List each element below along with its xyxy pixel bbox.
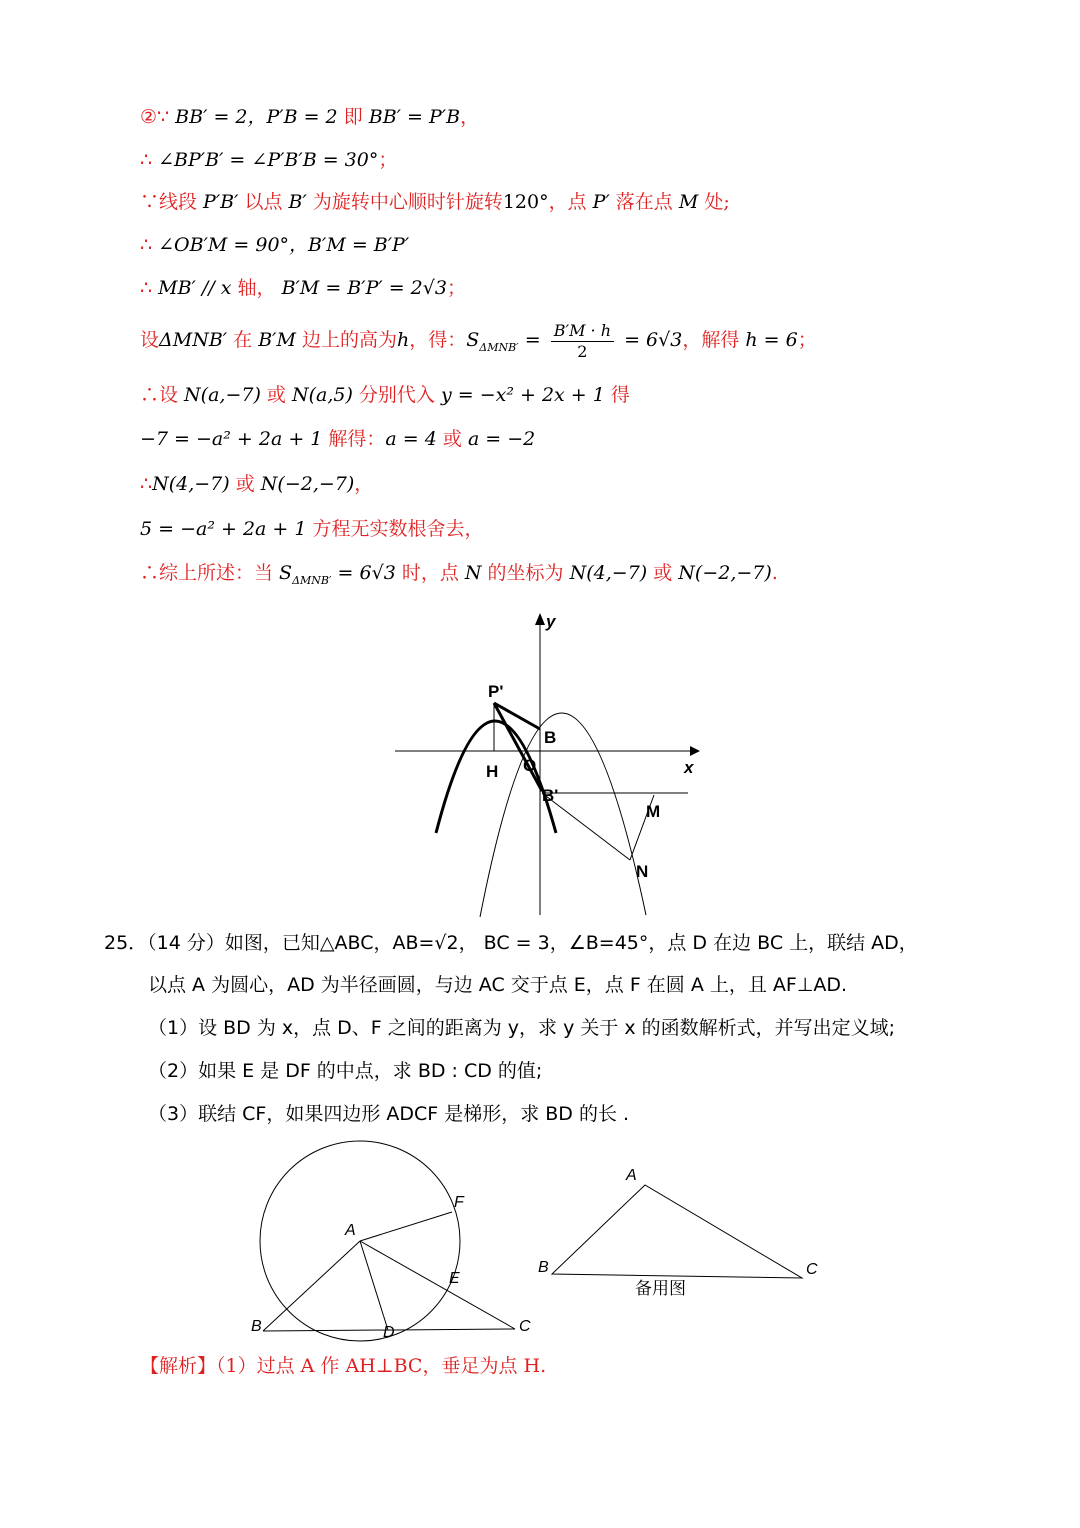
label-P: P' <box>488 682 504 701</box>
solution-line-6: 设ΔMNB′ 在 B′M 边上的高为h，得：$S_{\Delta MNB'}$ = $\frac{B'M \cdot h}{2}$ = 6√3，解得 h = 6； <box>140 320 817 361</box>
label-M: M <box>646 802 661 821</box>
solution-line-2: ∴ ∠BP′B′ = ∠P′B′B = 30°； <box>140 149 398 171</box>
solution-line-3: ∵线段 P′B′ 以点 B′ 为旋转中心顺时针旋转120°，点 P′ 落在点 M 处; <box>140 191 730 213</box>
circle-figure <box>245 1135 545 1345</box>
label-B: B <box>544 728 557 747</box>
caption: 备用图 <box>635 1279 686 1298</box>
q25-line-1: 25．（14 分）如图，已知△ABC，AB=√2， BC = 3，∠B=45°，点 D 在边 BC 上，联结 AD， <box>104 932 918 954</box>
q25-line-3: （1）设 BD 为 x，点 D、F 之间的距离为 y，求 y 关于 x 的函数解析式，并写出定义域; <box>148 1017 896 1039</box>
label-H: H <box>486 762 499 781</box>
label-N: N <box>636 862 649 881</box>
label-A: A <box>345 1222 356 1239</box>
y-axis-arrow <box>535 613 545 625</box>
thin-parabola <box>480 713 649 917</box>
label-B-prime: B' <box>542 786 559 805</box>
solution-line-4: ∴ ∠OB′M = 90°，B′M = B′P′ <box>140 234 410 256</box>
label-B: B <box>251 1318 262 1335</box>
solution-line-10: 5 = −a² + 2a + 1 方程无实数根舍去， <box>140 518 484 540</box>
solution-line-5: ∴ MB′ // x 轴， B′M = B′P′ = 2√3； <box>140 277 466 299</box>
label-x: x <box>684 758 694 777</box>
label-y: y <box>546 612 556 631</box>
label-C: C <box>806 1261 818 1278</box>
x-axis-arrow <box>690 746 700 756</box>
analysis-line: 【解析】（1）过点 A 作 AH⊥BC，垂足为点 H. <box>140 1355 547 1377</box>
label-A: A <box>626 1167 637 1184</box>
triangle-ABC <box>552 1185 802 1278</box>
segment-AF <box>360 1212 452 1241</box>
label-F: F <box>454 1194 464 1211</box>
solution-line-11: ∴综上所述：当 $S_{\Delta MNB'} = 6√3$ 时，点 N 的坐标为 N(4,−7) 或 N(−2,−7). <box>140 562 778 587</box>
label-O: O <box>523 756 537 775</box>
label-E: E <box>449 1270 460 1287</box>
q25-line-2: 以点 A 为圆心，AD 为半径画圆，与边 AC 交于点 E，点 F 在圆 A 上，且 AF⊥AD. <box>148 974 848 996</box>
segment-AB <box>263 1241 360 1331</box>
solution-line-7: ∴设 N(a,−7) 或 N(a,5) 分别代入 y = −x² + 2x + 1 得 <box>140 384 630 406</box>
parabola-figure <box>390 605 710 920</box>
solution-line-9: ∴N(4,−7) 或 N(−2,−7)， <box>140 473 374 495</box>
fraction: $\frac{B'M \cdot h}{2}$ <box>551 321 614 362</box>
label-C: C <box>519 1318 531 1335</box>
label-D: D <box>383 1324 395 1341</box>
solution-line-8: −7 = −a² + 2a + 1 解得：a = 4 或 a = −2 <box>140 428 536 450</box>
solution-line-1: ②∵ BB′ = 2，P′B = 2 即 BB′ = P′B， <box>140 106 480 128</box>
q25-line-5: （3）联结 CF，如果四边形 ADCF 是梯形，求 BD 的长 . <box>148 1103 630 1125</box>
backup-triangle-figure <box>530 1160 830 1305</box>
label-B: B <box>538 1259 549 1276</box>
q25-line-4: （2）如果 E 是 DF 的中点，求 BD : CD 的值; <box>148 1060 543 1082</box>
